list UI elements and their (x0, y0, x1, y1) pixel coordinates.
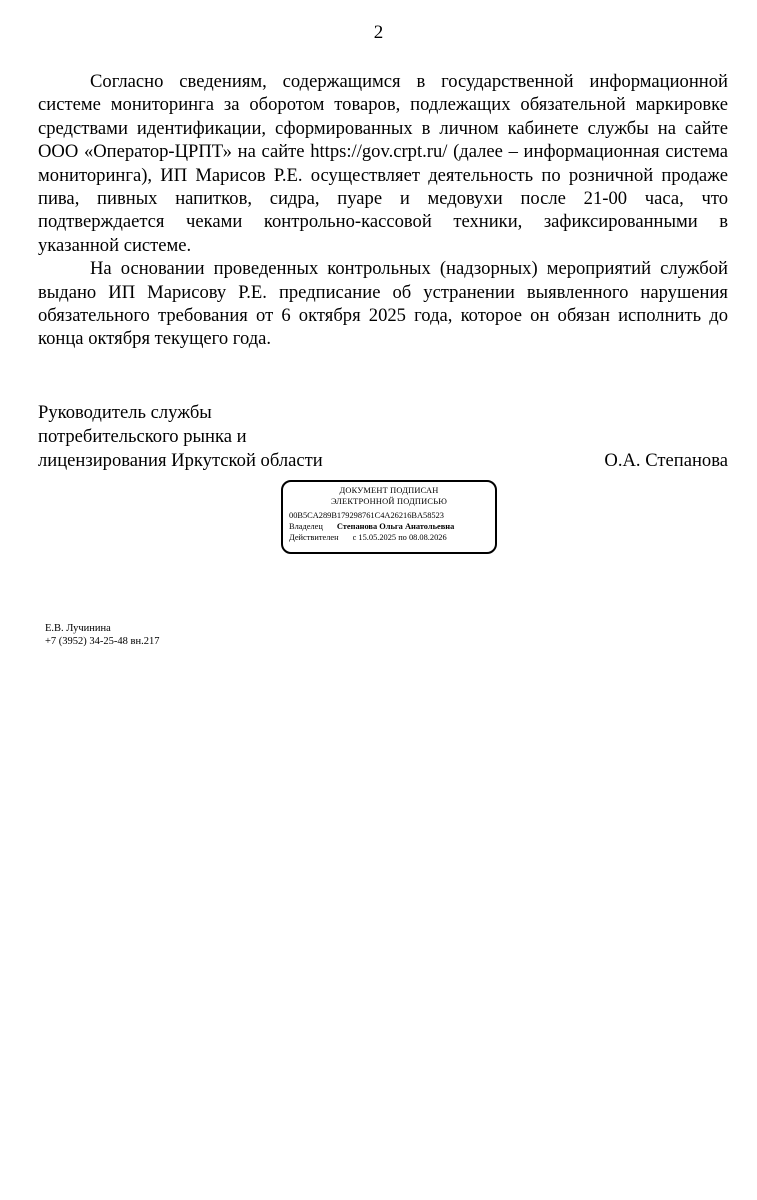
executor-phone: +7 (3952) 34-25-48 вн.217 (45, 636, 160, 647)
stamp-valid-from: 15.05.2025 (358, 533, 397, 542)
stamp-valid-label: Действителен (289, 533, 339, 542)
stamp-owner-row (283, 521, 495, 532)
signature-block (38, 401, 728, 473)
stamp-validity-row (283, 532, 495, 543)
executor-info (45, 622, 160, 648)
body-paragraph: На основании проведенных контрольных (надзорных) мероприятий службой выдано ИП Марисову Р.Е. предписание об устранении выявленного нарушения обязательного требования от 6 октября 2025 года, которое он обязан исполнить до конца октября текущего года. (38, 258, 728, 350)
executor-name: Е.В. Лучинина (45, 623, 111, 634)
stamp-valid-to: 08.08.2026 (408, 533, 447, 542)
stamp-owner: Степанова Ольга Анатольевна (336, 522, 455, 531)
body-paragraph: Согласно сведениям, содержащимся в государственной информационной системе мониторинга за оборотом товаров, подлежащих обязательной маркировке средствами идентификации, сформированных в личном кабинете службы на сайте ООО «Оператор-ЦРПТ» на сайте https://gov.crpt.ru/ (далее – информационная система мониторинга), ИП Марисов Р.Е. осуществляет деятельность по розничной продаже пива, пивных напитков, сидра, пуаре и медовухи после 21-00 часа, что подтверждается чеками контрольно-кассовой техники, зафиксированными в указанной системе. (38, 71, 728, 256)
signer-name: О.А. Степанова (604, 450, 728, 471)
stamp-valid-from-label: с (352, 533, 357, 542)
document-body (38, 70, 728, 351)
stamp-valid-to-label: по (398, 533, 407, 542)
page-number: 2 (373, 22, 384, 43)
signer-position-line: лицензирования Иркутской области (38, 450, 323, 471)
stamp-title-line: ДОКУМЕНТ ПОДПИСАН (339, 486, 439, 495)
signer-position-line: Руководитель службы (38, 402, 212, 423)
stamp-owner-label: Владелец (289, 522, 323, 531)
stamp-title (283, 485, 495, 507)
stamp-certificate: 00B5CA289B179298761C4A26216BA58523 (289, 511, 444, 520)
signer-position-line: потребительского рынка и (38, 426, 247, 447)
electronic-signature-stamp (281, 480, 497, 554)
stamp-title-line: ЭЛЕКТРОННОЙ ПОДПИСЬЮ (330, 497, 448, 506)
